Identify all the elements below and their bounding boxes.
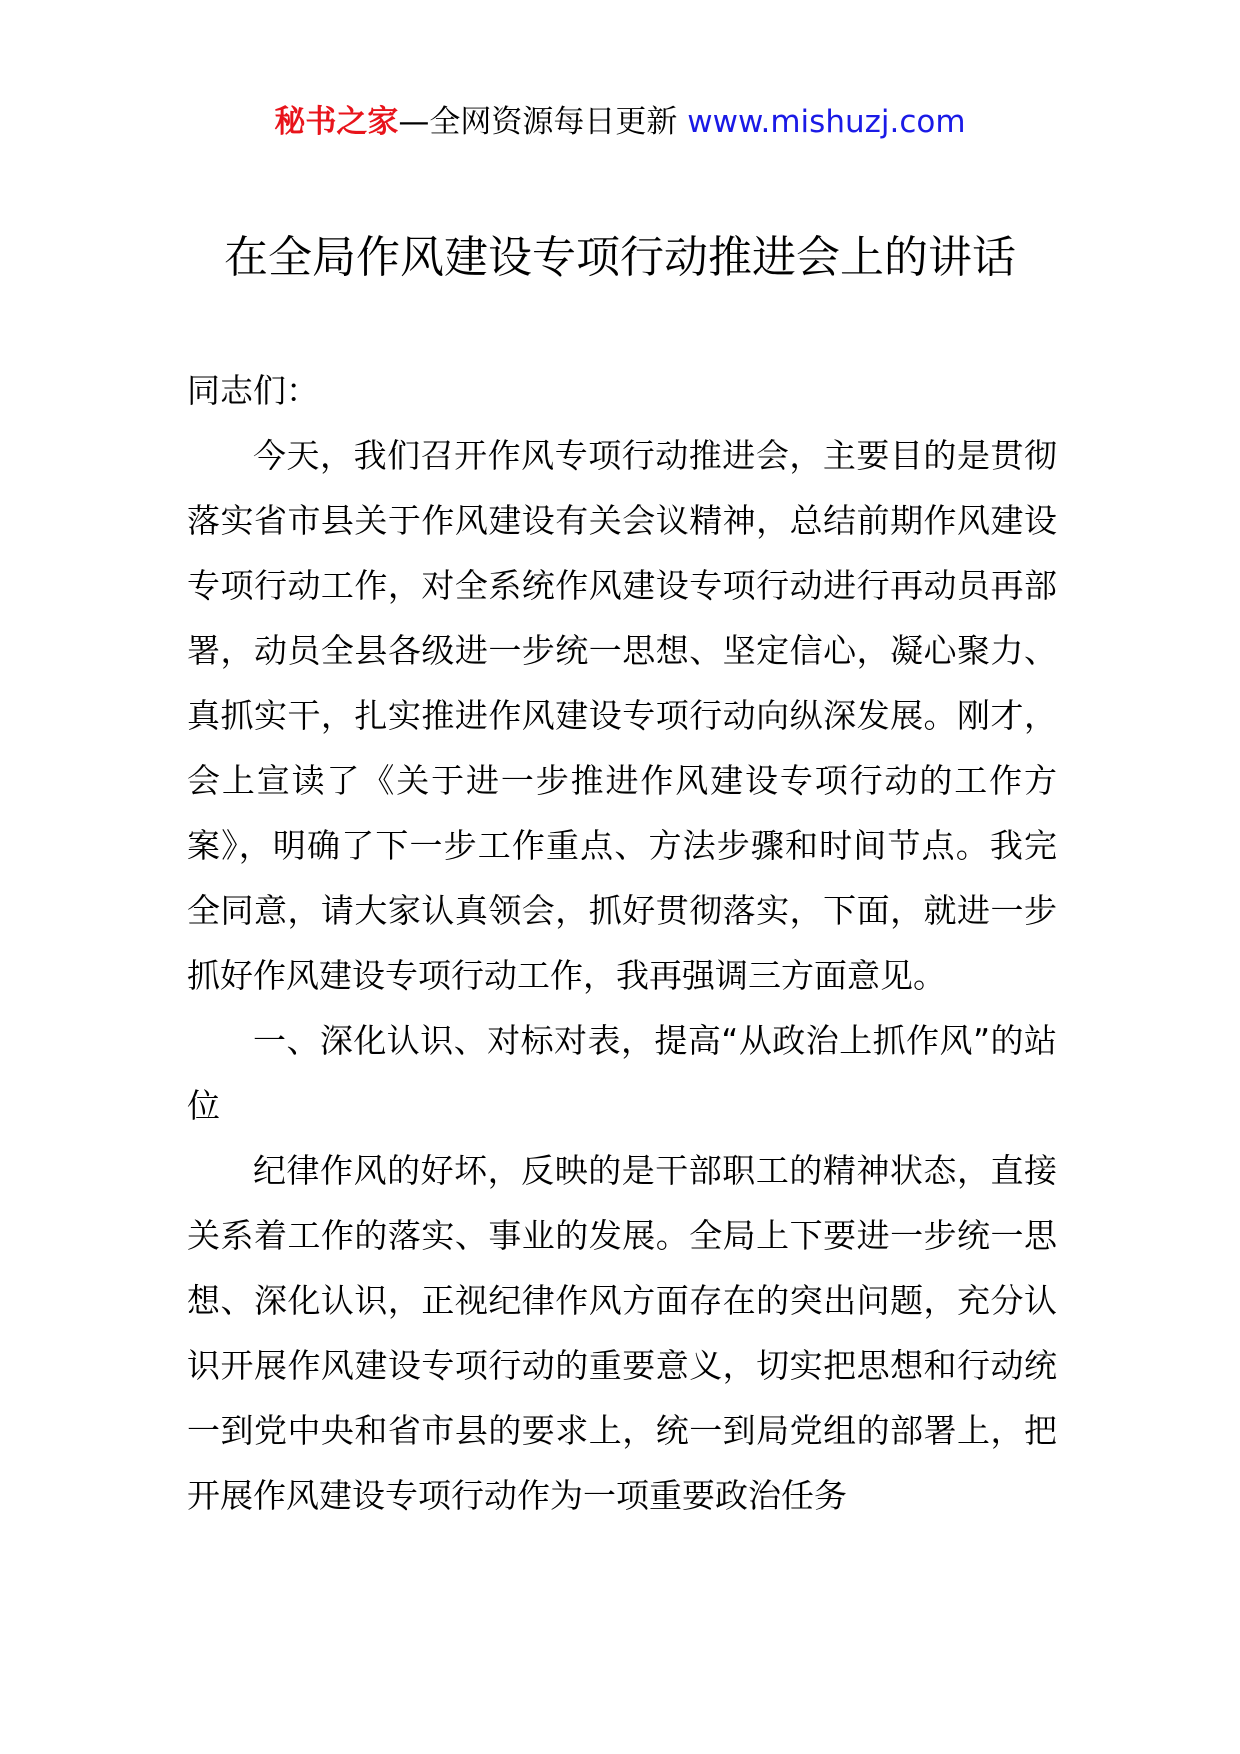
site-tagline: —全网资源每日更新 bbox=[398, 104, 678, 140]
site-brand-name: 秘书之家 bbox=[274, 104, 399, 140]
salutation: 同志们： bbox=[187, 371, 319, 410]
document-title: 在全局作风建设专项行动推进会上的讲话 bbox=[224, 232, 1016, 283]
document-body bbox=[187, 358, 1057, 1528]
site-url-link[interactable]: www.mishuzj.com bbox=[687, 104, 966, 140]
section-heading-1: 一、深化认识、对标对表，提高“从政治上抓作风”的站位 bbox=[187, 1021, 1057, 1125]
section-1-paragraph: 纪律作风的好坏，反映的是干部职工的精神状态，直接关系着工作的落实、事业的发展。全局上下要进一步统一思想、深化认识，正视纪律作风方面存在的突出问题，充分认识开展作风建设专项行动的重要意义，切实把思想和行动统一到党中央和省市县的要求上，统一到局党组的部署上，把开展作风建设专项行动作为一项重要政治任务 bbox=[187, 1151, 1057, 1515]
intro-paragraph: 今天，我们召开作风专项行动推进会，主要目的是贯彻落实省市县关于作风建设有关会议精神，总结前期作风建设专项行动工作，对全系统作风建设专项行动进行再动员再部署，动员全县各级进一步统一思想、坚定信心，凝心聚力、真抓实干，扎实推进作风建设专项行动向纵深发展。刚才，会上宣读了《关于进一步推进作风建设专项行动的工作方案》，明确了下一步工作重点、方法步骤和时间节点。我完全同意，请大家认真领会，抓好贯彻落实，下面，就进一步抓好作风建设专项行动工作，我再强调三方面意见。 bbox=[187, 436, 1057, 995]
site-header bbox=[0, 100, 1240, 144]
